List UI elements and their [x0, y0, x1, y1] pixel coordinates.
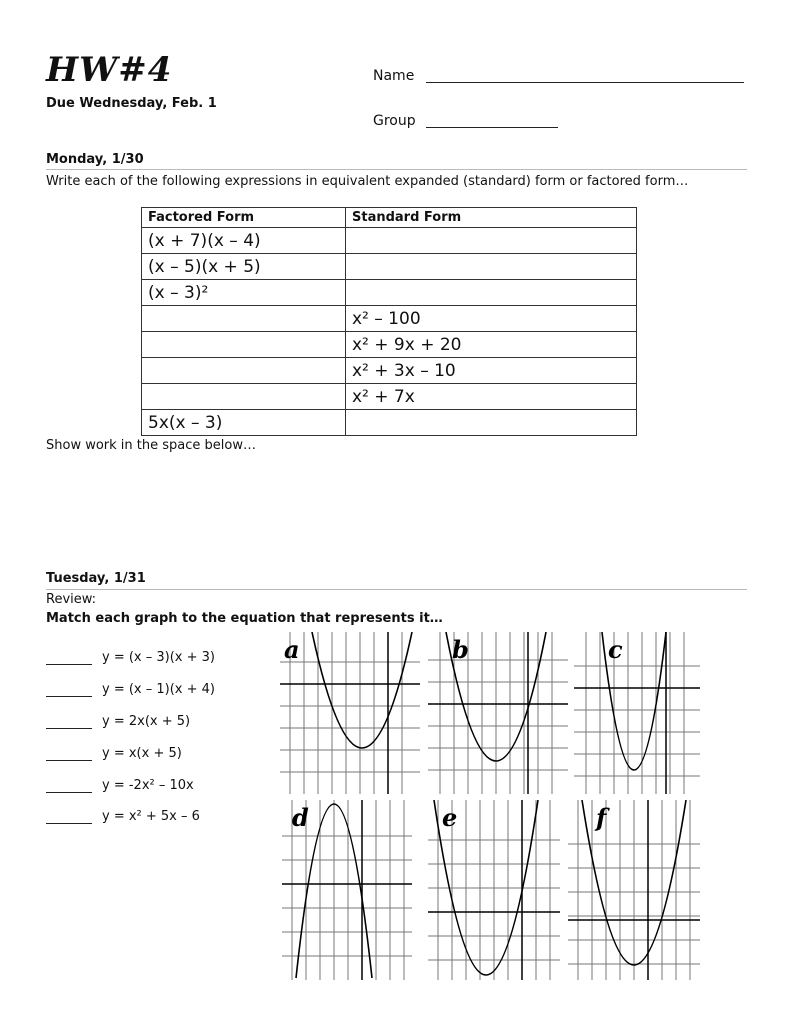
- table-row: [142, 332, 637, 358]
- header-factored-form: Factored Form: [142, 208, 346, 228]
- review-label: Review:: [46, 592, 97, 607]
- equation-item: [46, 650, 215, 665]
- equation-text: y = (x – 3)(x + 3): [102, 650, 215, 665]
- table-row: [142, 280, 637, 306]
- graph-a: [280, 632, 420, 794]
- standard-cell[interactable]: x² + 3x – 10: [346, 358, 637, 384]
- table-row: [142, 306, 637, 332]
- graph-label-b: b: [452, 635, 469, 664]
- answer-blank[interactable]: [46, 684, 92, 697]
- table-row: [142, 384, 637, 410]
- answer-blank[interactable]: [46, 716, 92, 729]
- due-date: Due Wednesday, Feb. 1: [46, 96, 217, 111]
- name-field-line[interactable]: [426, 82, 744, 83]
- answer-blank[interactable]: [46, 811, 92, 824]
- graph-e: [428, 800, 560, 980]
- factored-cell[interactable]: 5x(x – 3): [142, 410, 346, 436]
- answer-blank[interactable]: [46, 748, 92, 761]
- standard-cell[interactable]: [346, 410, 637, 436]
- monday-instructions: Write each of the following expressions in equivalent expanded (standard) form or factored form…: [46, 174, 689, 189]
- factored-cell[interactable]: (x – 3)²: [142, 280, 346, 306]
- equation-text: y = x(x + 5): [102, 746, 182, 761]
- factored-cell[interactable]: (x – 5)(x + 5): [142, 254, 346, 280]
- factored-cell[interactable]: [142, 384, 346, 410]
- monday-heading: Monday, 1/30: [46, 152, 144, 167]
- table-header-row: [142, 208, 637, 228]
- table-row: [142, 254, 637, 280]
- homework-title: HW#4: [46, 50, 173, 90]
- graph-label-f: f: [596, 803, 607, 832]
- factored-cell[interactable]: [142, 332, 346, 358]
- graph-d: [282, 800, 412, 980]
- graph-c: [574, 632, 700, 794]
- header-standard-form: Standard Form: [346, 208, 637, 228]
- standard-cell[interactable]: x² – 100: [346, 306, 637, 332]
- equation-text: y = 2x(x + 5): [102, 714, 191, 729]
- standard-cell[interactable]: [346, 254, 637, 280]
- graph-label-a: a: [284, 635, 300, 664]
- graph-f: [568, 800, 700, 980]
- graph-label-e: e: [442, 803, 458, 832]
- equation-item: [46, 714, 190, 729]
- standard-cell[interactable]: [346, 280, 637, 306]
- equation-text: y = x² + 5x – 6: [102, 809, 200, 824]
- factored-cell[interactable]: [142, 306, 346, 332]
- equation-text: y = -2x² – 10x: [102, 778, 194, 793]
- answer-blank[interactable]: [46, 652, 92, 665]
- table-row: [142, 410, 637, 436]
- standard-cell[interactable]: x² + 7x: [346, 384, 637, 410]
- graph-label-c: c: [608, 635, 623, 664]
- standard-cell[interactable]: [346, 228, 637, 254]
- monday-divider: [46, 169, 747, 170]
- table-row: [142, 228, 637, 254]
- factored-cell[interactable]: [142, 358, 346, 384]
- name-label: Name: [373, 68, 415, 84]
- group-label: Group: [373, 113, 416, 129]
- tuesday-divider: [46, 589, 747, 590]
- graph-b: [428, 632, 568, 794]
- equation-text: y = (x – 1)(x + 4): [102, 682, 215, 697]
- answer-blank[interactable]: [46, 780, 92, 793]
- factored-cell[interactable]: (x + 7)(x – 4): [142, 228, 346, 254]
- factoring-table: [141, 207, 637, 436]
- equation-item: [46, 809, 200, 824]
- equation-item: [46, 778, 194, 793]
- standard-cell[interactable]: x² + 9x + 20: [346, 332, 637, 358]
- equation-item: [46, 682, 215, 697]
- graph-label-d: d: [292, 803, 309, 832]
- table-row: [142, 358, 637, 384]
- tuesday-heading: Tuesday, 1/31: [46, 571, 146, 586]
- match-instructions: Match each graph to the equation that represents it…: [46, 611, 443, 626]
- equation-item: [46, 746, 182, 761]
- show-work-prompt: Show work in the space below…: [46, 438, 256, 453]
- group-field-line[interactable]: [426, 127, 558, 128]
